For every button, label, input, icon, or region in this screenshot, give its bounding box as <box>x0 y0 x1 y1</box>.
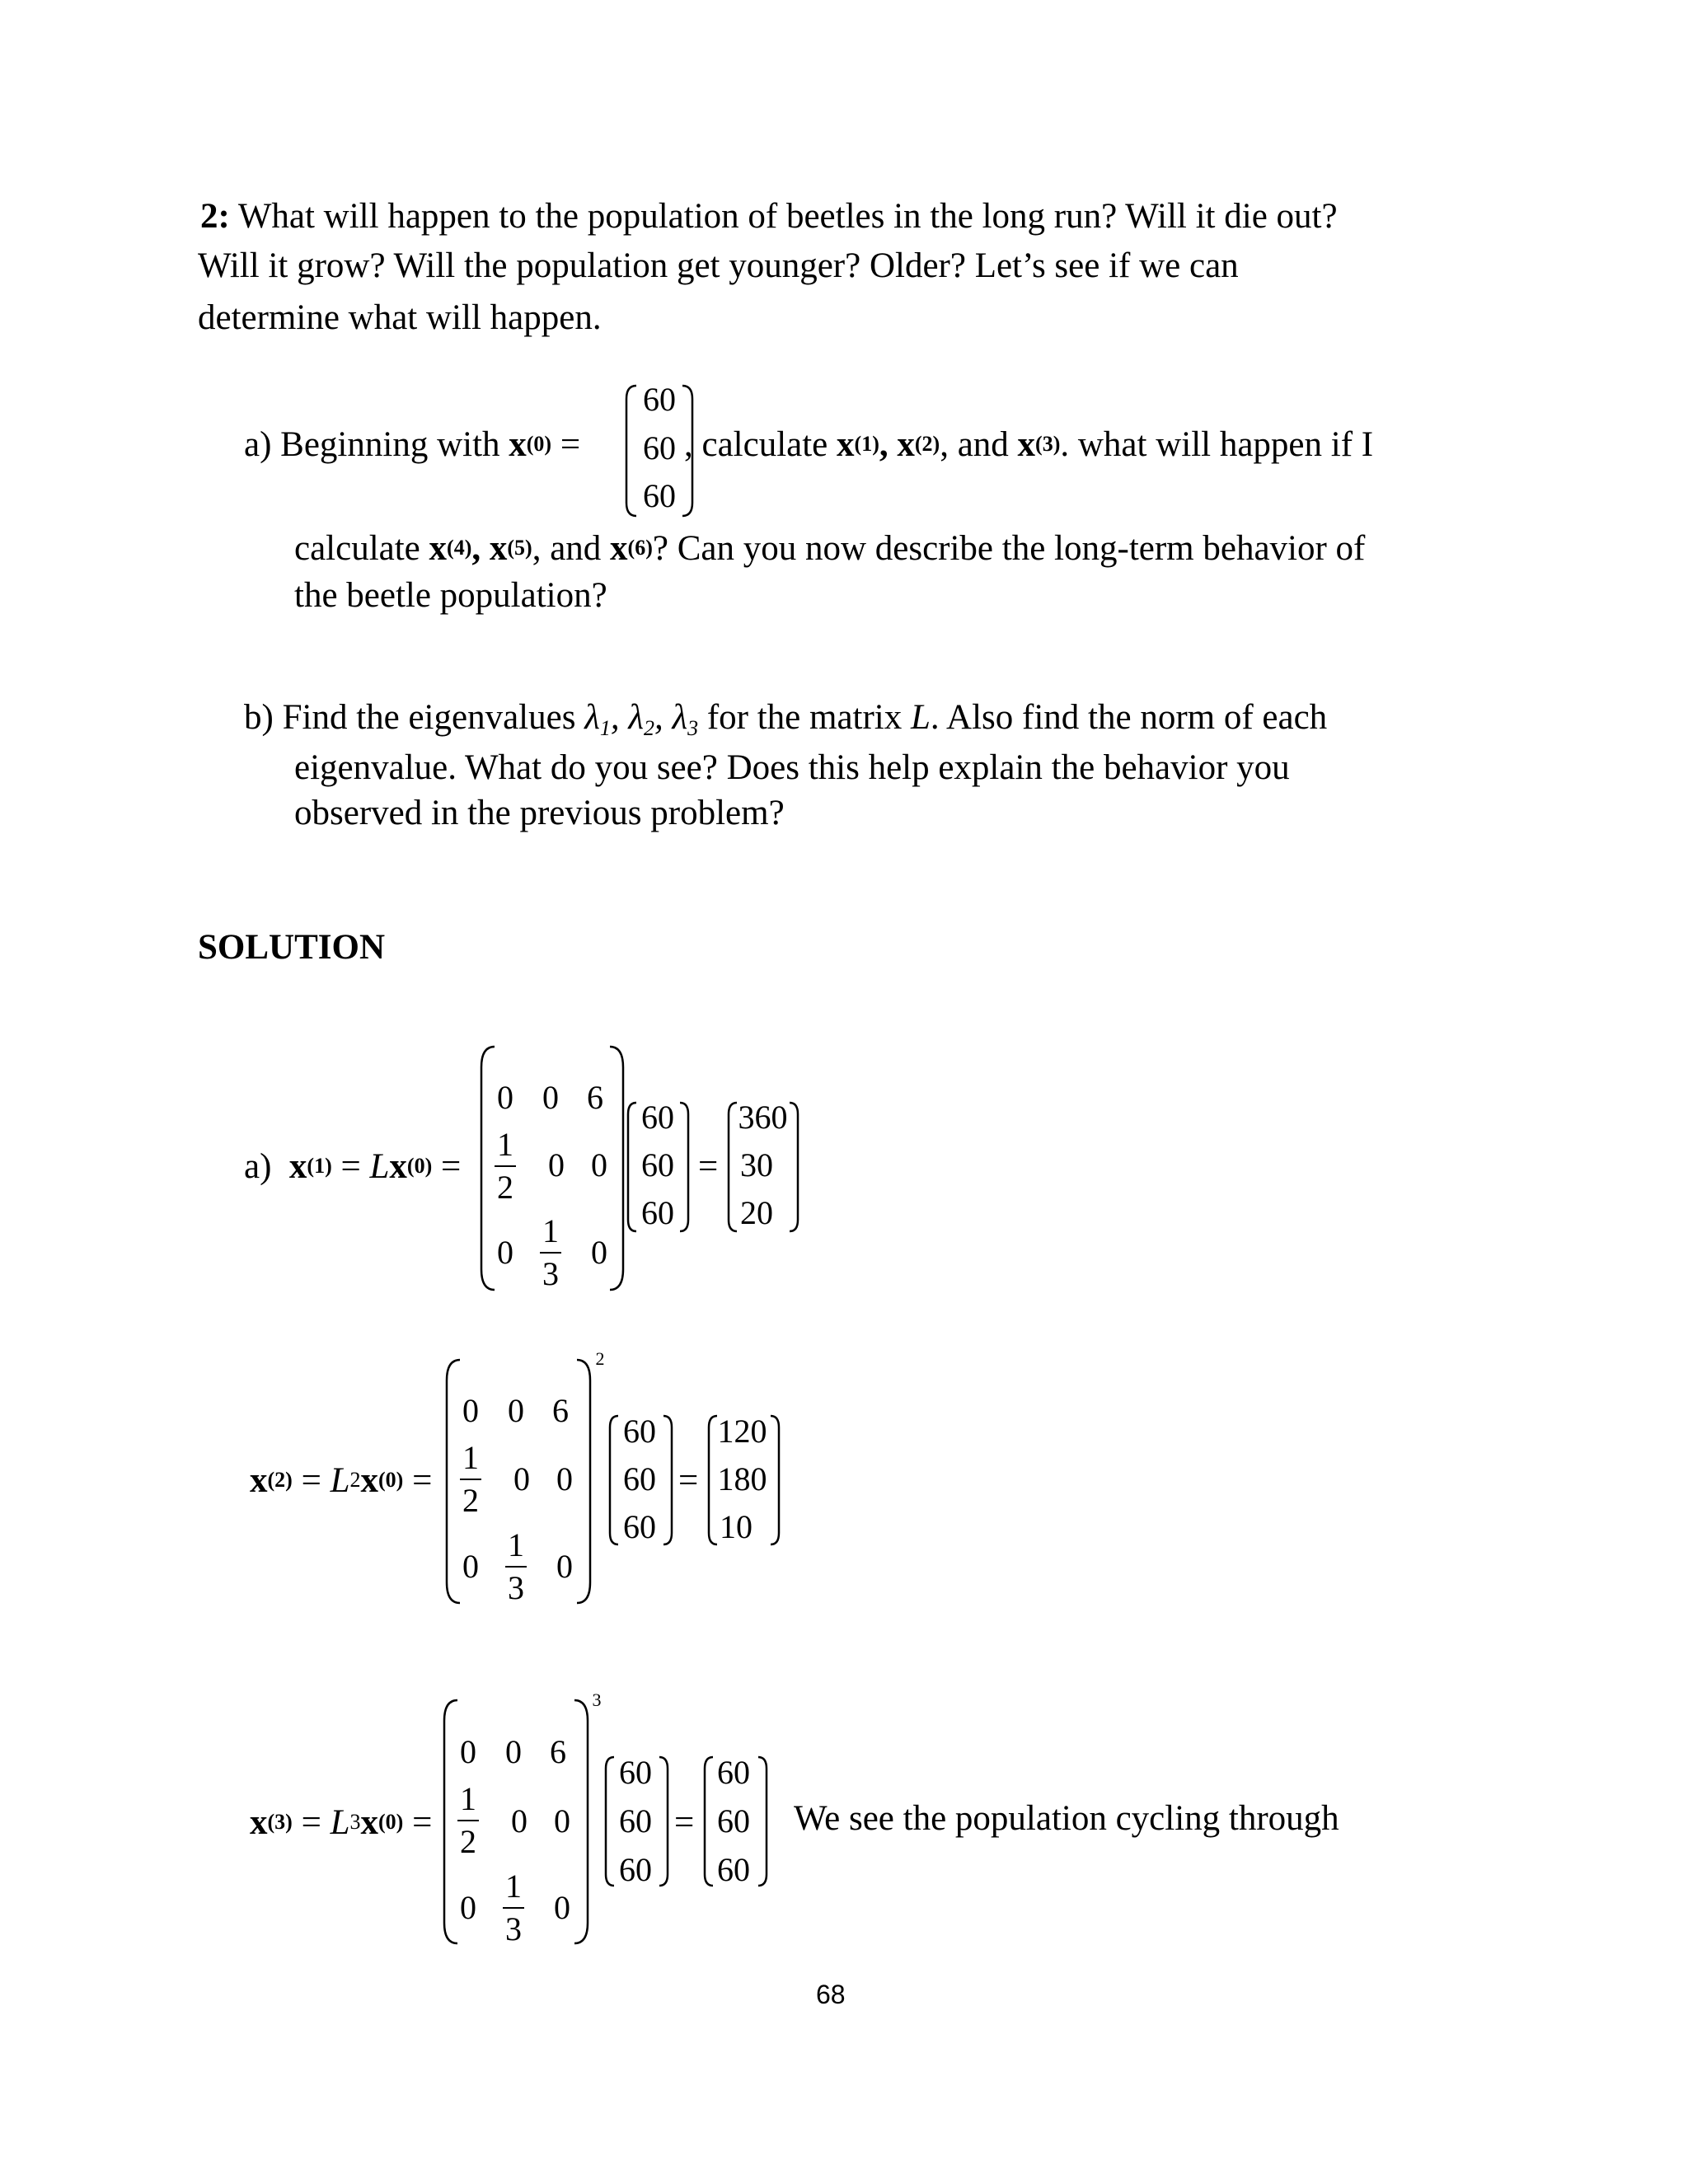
eq3-result-2: 60 <box>717 1802 750 1840</box>
eq2-lhs: $x^{(2)} = L^2x^{(0)}$ = <box>250 1461 433 1500</box>
eq2-result-1: 120 <box>717 1413 767 1450</box>
part-a-line3: the beetle population? <box>294 576 607 615</box>
eq1-L-r3c1: 0 <box>497 1234 513 1271</box>
eq3-x0-1: 60 <box>619 1754 652 1791</box>
eq3-L-r3c1: 0 <box>460 1889 476 1926</box>
part-b-line3: observed in the previous problem? <box>294 794 785 832</box>
page-number: 68 <box>816 1980 846 2009</box>
eq3-L-r3c2-frac: 1 3 <box>501 1868 526 1948</box>
eq3-result-1: 60 <box>717 1754 750 1791</box>
solution-heading: SOLUTION <box>198 928 386 967</box>
eq2-L-r1c2: 0 <box>508 1392 524 1429</box>
eq1-L-r1c2: 0 <box>542 1079 559 1116</box>
eq2-L-r1c3: 6 <box>552 1392 569 1429</box>
eq1-result-2: 30 <box>740 1146 773 1183</box>
eq2-L-r2c3: 0 <box>556 1460 573 1497</box>
part-a-line1: a) Beginning with $x^{(0)}$ = <box>244 425 581 464</box>
eq3-L-r1c1: 0 <box>460 1733 476 1770</box>
eq2-L-r3c2-frac: 1 3 <box>504 1526 528 1607</box>
eq2-L-r2c2: 0 <box>513 1460 530 1497</box>
eq1-L-r1c3: 6 <box>587 1079 603 1116</box>
eq1-x0-2: 60 <box>641 1146 674 1183</box>
x0-vector-entry-2: 60 <box>643 429 676 466</box>
eq2-L-r1c1: 0 <box>462 1392 479 1429</box>
eq3-L-r2c2: 0 <box>511 1802 528 1840</box>
eq1-L-r2c1-frac: 1 2 <box>493 1126 518 1207</box>
eq1-L-r3c3: 0 <box>591 1234 607 1271</box>
eq3-L-r1c3: 6 <box>550 1733 566 1770</box>
part-a-line1-rest: , calculate $x^{(1)}$, $x^{(2)}$, and $x^{(3)}$. what will happen if I <box>684 425 1374 464</box>
eq1-result-3: 20 <box>740 1194 773 1231</box>
eq2-x0-1: 60 <box>623 1413 656 1450</box>
eq1-L-r2c2: 0 <box>548 1146 565 1183</box>
eq3-L-r3c3: 0 <box>554 1889 570 1926</box>
x0-vector-entry-1: 60 <box>643 381 676 418</box>
eq1-x0-1: 60 <box>641 1099 674 1136</box>
eq1-L-r3c2-frac: 1 3 <box>538 1212 563 1293</box>
eq2-power: 2 <box>595 1348 605 1369</box>
eq2-x0-3: 60 <box>623 1508 656 1545</box>
eq1-L-r2c3: 0 <box>591 1146 607 1183</box>
part-b-line1: b) Find the eigenvalues $\lambda_1$, $\lambda_2$, $\lambda_3$ for the matrix L. Also find the norm of each <box>244 698 1328 740</box>
eq1-lhs: a) $x^{(1)} = Lx^{(0)}$ = <box>244 1147 462 1186</box>
eq2-result-2: 180 <box>717 1460 767 1497</box>
eq3-L-r1c2: 0 <box>505 1733 522 1770</box>
eq3-result-3: 60 <box>717 1851 750 1888</box>
question-intro-line2: Will it grow? Will the population get younger? Older? Let’s see if we can <box>198 246 1239 285</box>
x0-vector-entry-3: 60 <box>643 477 676 514</box>
question-intro-line3: determine what will happen. <box>198 298 602 337</box>
eq2-L-r3c3: 0 <box>556 1548 573 1585</box>
document-page: 2: What will happen to the population of beetles in the long run? Will it die out? Will it grow? Will the population get younger? Older? Let’s see if we can determine what will happen. a) Beginning with $x^{(0)}$ = 60 60 60 , calculate $x^{(1)}$, $x^{(2)}$, and $x^{(3)}$. what will happen if I calculate $x^{(4)}$, $x^{(5)}$, and $x^{(6)}$? Can you now describe the long-term behavior of the beetle population? b) Find the eigenvalues $\lambda_1$, $\lambda_2$, $\lambda_3$ for the matrix L. Also find the norm of each eigenvalue. What do you see? Does this help explain the behavior you observed in the previous problem? SOLUTION a) $x^{(1)} = Lx^{(0)}$ = 0 0 6 1 2 0 0 0 1 3 0 60 60 60 = 360 30 20 $x^{(2)} = L^2x^{(0)}$ = 2 0 0 6 1 2 0 0 0 1 3 0 60 60 60 = 120 180 10 $x^{(3)} = L^3x^{(0)}$ = 3 0 0 6 1 2 0 0 0 1 3 0 60 60 60 = 60 60 60 We see the population cycling through 68 <box>0 0 1688 2184</box>
eq3-x0-3: 60 <box>619 1851 652 1888</box>
eq1-result-1: 360 <box>738 1099 788 1136</box>
question-number: 2: <box>200 197 230 236</box>
solution-comment: We see the population cycling through <box>794 1799 1339 1838</box>
eq1-x0-3: 60 <box>641 1194 674 1231</box>
eq1-L-r1c1: 0 <box>497 1079 513 1116</box>
part-b-line2: eigenvalue. What do you see? Does this help explain the behavior you <box>294 748 1290 787</box>
eq3-x0-2: 60 <box>619 1802 652 1840</box>
eq2-result-3: 10 <box>720 1508 753 1545</box>
eq2-L-r3c1: 0 <box>462 1548 479 1585</box>
eq3-L-r2c1-frac: 1 2 <box>456 1780 481 1861</box>
eq2-x0-2: 60 <box>623 1460 656 1497</box>
part-a-line2: calculate $x^{(4)}$, $x^{(5)}$, and $x^{(6)}$? Can you now describe the long-term behavior of <box>294 529 1366 568</box>
eq3-power: 3 <box>592 1690 602 1710</box>
eq3-lhs: $x^{(3)} = L^3x^{(0)}$ = <box>250 1803 433 1842</box>
eq3-L-r2c3: 0 <box>554 1802 570 1840</box>
question-intro-line1: 2: What will happen to the population of beetles in the long run? Will it die out? <box>200 197 1338 236</box>
eq2-L-r2c1-frac: 1 2 <box>458 1439 483 1520</box>
